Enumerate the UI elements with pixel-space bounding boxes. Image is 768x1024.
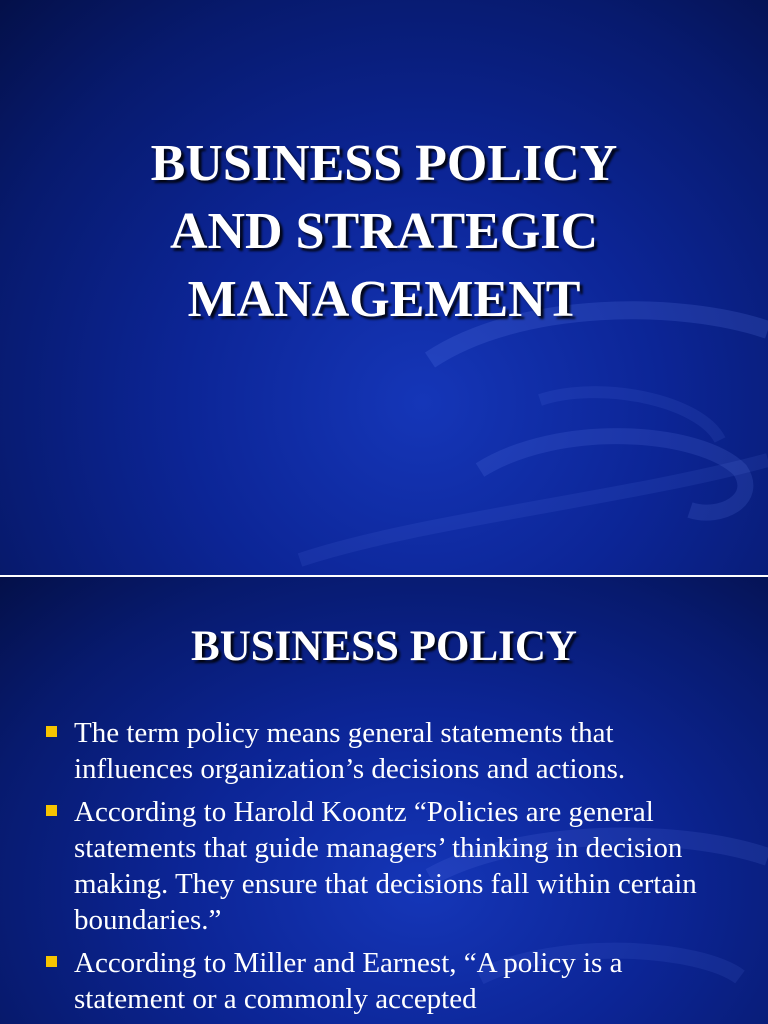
bullet-list xyxy=(46,715,736,1024)
slide-heading: BUSINESS POLICY xyxy=(191,623,577,670)
slide-title-line: MANAGEMENT xyxy=(187,271,581,328)
slide-title-line: BUSINESS POLICY xyxy=(150,135,618,192)
slide-title xyxy=(0,130,768,334)
bullet-text: According to Harold Koontz “Policies are general statements that guide managers’ thinking in decision making. They ensure that decisions fall within certain boundaries.” xyxy=(74,796,697,936)
bullet-text: The term policy means general statements that influences organization’s decisions and actions. xyxy=(74,717,626,785)
bullet-text: According to Miller and Earnest, “A policy is a statement or a commonly accepted xyxy=(74,947,623,1015)
square-bullet-icon xyxy=(46,805,57,816)
content-slide xyxy=(0,577,768,1024)
slide-title-line: AND STRATEGIC xyxy=(169,203,599,260)
bullet-item xyxy=(46,715,736,787)
bullet-item xyxy=(46,945,736,1017)
square-bullet-icon xyxy=(46,726,57,737)
square-bullet-icon xyxy=(46,956,57,967)
bullet-item xyxy=(46,794,736,938)
